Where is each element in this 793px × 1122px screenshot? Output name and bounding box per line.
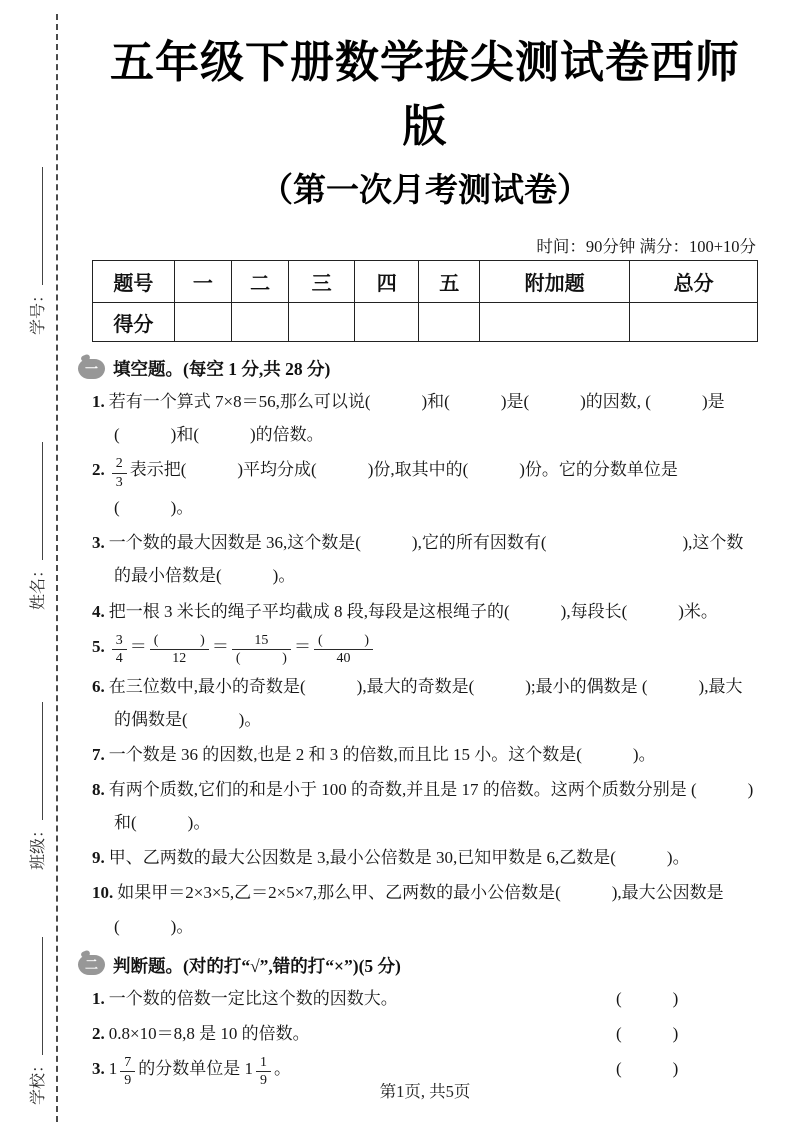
section-header <box>78 953 758 978</box>
class-blank <box>28 702 43 820</box>
fraction-denominator: 40 <box>336 651 351 667</box>
header-cell-1: 一 <box>174 261 231 303</box>
header-cell-timu: 题号 <box>93 261 175 303</box>
question-row <box>92 385 758 451</box>
question-row <box>92 773 758 839</box>
question-number: 2. <box>92 1023 105 1043</box>
score-table-score-row <box>93 303 758 342</box>
header-cell-5: 五 <box>419 261 480 303</box>
fraction-numerator: ( ) <box>314 632 373 650</box>
name-blank <box>28 442 43 560</box>
section-title: 填空题。(每空 1 分,共 28 分) <box>113 359 331 379</box>
exam-meta: 时间：90分钟 满分：100+10分 <box>536 237 756 256</box>
fraction <box>112 455 127 491</box>
fraction-denominator: 9 <box>124 1073 132 1089</box>
question-row <box>92 526 758 592</box>
question-list <box>92 385 758 943</box>
section-number-badge-icon: 二 <box>78 955 105 975</box>
question-row <box>92 630 758 668</box>
question-body <box>92 982 616 1015</box>
question-number: 2. <box>92 460 105 480</box>
fraction <box>232 632 291 668</box>
class-label: 班级： <box>30 821 47 870</box>
question-text: 在三位数中,最小的奇数是( ),最大的奇数是( );最小的偶数是 ( ),最大的偶数是( )。 <box>108 676 743 729</box>
question-text: 1 <box>108 1059 118 1078</box>
question-number: 8. <box>92 780 105 800</box>
exam-title: 五年级下册数学拔尖测试卷西师版 <box>110 38 740 151</box>
student-id-blank <box>28 167 43 285</box>
question-text: 若有一个算式 7×8＝56,那么可以说( )和( )是( )的因数, ( )是( )和( )的倍数。 <box>108 392 725 445</box>
fraction <box>314 632 373 668</box>
question-row <box>92 876 758 942</box>
question-row <box>92 738 758 771</box>
header-cell-total: 总分 <box>630 261 758 303</box>
page-content <box>84 0 758 1090</box>
question-text: 0.8×10＝8,8 是 10 的倍数。 <box>108 1023 310 1043</box>
header-cell-bonus: 附加题 <box>479 261 629 303</box>
question-number: 10. <box>92 883 114 903</box>
question-text: 。 <box>273 1059 291 1078</box>
school-blank <box>28 937 43 1055</box>
score-cell <box>630 303 758 342</box>
school-label: 学校： <box>30 1056 47 1105</box>
fraction-numerator: 15 <box>232 632 291 650</box>
section-2 <box>84 953 758 1090</box>
question-text: 把一根 3 米长的绳子平均截成 8 段,每段是这根绳子的( ),每段长( )米。 <box>108 601 718 621</box>
question-text: ＝ <box>293 636 311 656</box>
answer-blank: ( ) <box>616 988 679 1008</box>
question-text: 的分数单位是 1 <box>138 1059 253 1078</box>
question-text: 表示把( )平均分成( )份,取其中的( )份。它的分数单位是 ( )。 <box>114 460 678 518</box>
fraction-denominator: 9 <box>259 1073 267 1089</box>
question-text: 有两个质数,它们的和是小于 100 的奇数,并且是 17 的倍数。这两个质数分别是 ( )和( )。 <box>108 780 754 833</box>
header-cell-2: 二 <box>231 261 288 303</box>
question-text: ＝ <box>211 636 229 656</box>
question-number: 3. <box>92 1059 105 1078</box>
question-number: 5. <box>92 636 105 656</box>
section-1 <box>84 356 758 943</box>
answer-blank: ( ) <box>616 1059 679 1078</box>
score-table-header-row <box>93 261 758 303</box>
fraction-numerator: 1 <box>256 1054 271 1072</box>
question-text: 如果甲＝2×3×5,乙＝2×5×7,那么甲、乙两数的最小公倍数是( ),最大公因数是( )。 <box>114 883 724 936</box>
question-row <box>92 453 758 524</box>
fraction-numerator: ( ) <box>150 632 209 650</box>
question-text: 一个数的倍数一定比这个数的因数大。 <box>108 988 398 1008</box>
fraction-numerator: 2 <box>112 455 127 473</box>
question-text: ＝ <box>129 636 147 656</box>
question-number: 1. <box>92 988 105 1008</box>
question-row <box>92 1017 758 1050</box>
question-body <box>92 1017 616 1050</box>
question-row <box>92 841 758 874</box>
section-title: 判断题。(对的打“√”,错的打“×”)(5 分) <box>113 955 401 976</box>
score-cell <box>231 303 288 342</box>
name-label: 姓名： <box>30 561 47 610</box>
student-id-label: 学号： <box>30 286 47 335</box>
question-number: 9. <box>92 848 105 868</box>
question-row <box>92 670 758 736</box>
fraction-denominator: 12 <box>172 651 187 667</box>
score-table <box>92 260 758 342</box>
section-header <box>78 356 758 381</box>
question-text: 一个数的最大因数是 36,这个数是( ),它的所有因数有( ),这个数的最小倍数是( )。 <box>108 533 744 586</box>
score-cell <box>354 303 419 342</box>
seal-dashed-line <box>56 14 58 1122</box>
question-text: 甲、乙两数的最大公因数是 3,最小公倍数是 30,已知甲数是 6,乙数是( )。 <box>108 848 690 868</box>
score-row-label: 得分 <box>93 303 175 342</box>
page-footer: 第1页, 共5页 <box>379 1082 471 1101</box>
question-sections <box>84 356 758 1090</box>
fraction-numerator: 7 <box>120 1054 135 1072</box>
score-cell <box>289 303 355 342</box>
fraction-denominator: 3 <box>115 474 123 490</box>
fraction-denominator: 4 <box>115 651 123 667</box>
sidebar-field-student-id <box>25 115 47 335</box>
score-cell <box>479 303 629 342</box>
header-cell-3: 三 <box>289 261 355 303</box>
question-number: 1. <box>92 392 105 411</box>
exam-subtitle: （第一次月考测试卷） <box>260 173 590 209</box>
score-cell <box>419 303 480 342</box>
sidebar-field-name <box>25 390 47 610</box>
question-text: 一个数是 36 的因数,也是 2 和 3 的倍数,而且比 15 小。这个数是( )。 <box>108 744 656 764</box>
question-list <box>92 982 758 1090</box>
question-number: 7. <box>92 744 105 764</box>
question-number: 3. <box>92 533 105 553</box>
question-number: 4. <box>92 601 105 621</box>
fraction <box>150 632 209 668</box>
sidebar-field-class <box>25 650 47 870</box>
answer-blank: ( ) <box>616 1023 679 1043</box>
question-row <box>92 595 758 628</box>
fraction <box>112 632 127 668</box>
score-cell <box>174 303 231 342</box>
section-number-badge-icon: 一 <box>78 359 105 379</box>
fraction-numerator: 3 <box>112 632 127 650</box>
sidebar-field-school <box>25 885 47 1105</box>
fraction-denominator: ( ) <box>235 651 287 667</box>
header-cell-4: 四 <box>354 261 419 303</box>
question-row <box>92 982 758 1015</box>
question-number: 6. <box>92 676 105 696</box>
